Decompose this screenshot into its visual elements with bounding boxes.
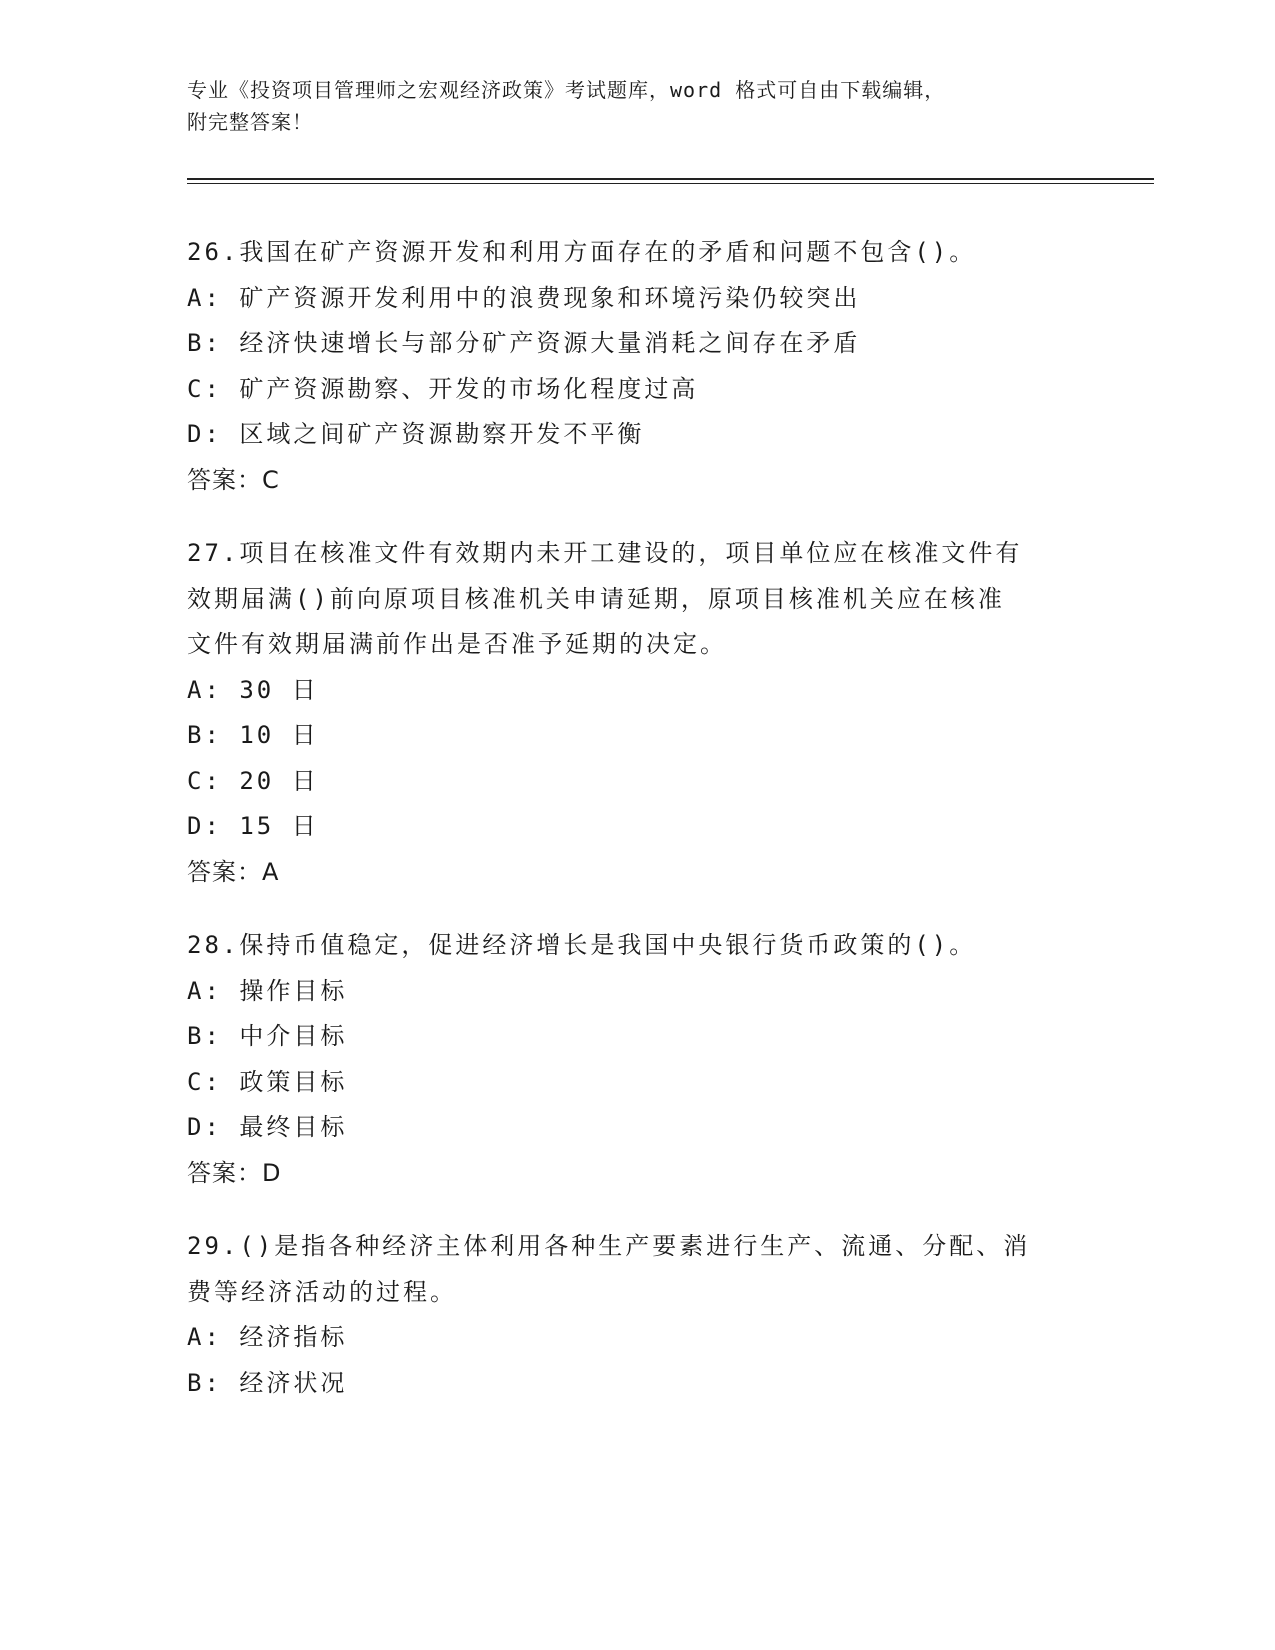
document-header: [187, 74, 1067, 138]
option-d: D: 区域之间矿产资源勘察开发不平衡: [187, 420, 645, 448]
question-list: [187, 230, 1087, 1434]
question-stem: 29.()是指各种经济主体利用各种生产要素进行生产、流通、分配、消: [187, 1232, 1031, 1260]
option-a: A: 30 日: [187, 675, 319, 704]
header-line-1: 专业《投资项目管理师之宏观经济政策》考试题库，word 格式可自由下载编辑，: [187, 78, 946, 102]
option-c: C: 20 日: [187, 766, 319, 795]
option-b: B: 10 日: [187, 721, 319, 749]
option-a: A: 经济指标: [187, 1323, 348, 1351]
header-line-2: 附完整答案！: [187, 110, 313, 134]
question-27: [187, 531, 1087, 895]
option-a: A: 操作目标: [187, 976, 348, 1005]
question-stem: 26.我国在矿产资源开发和利用方面存在的矛盾和问题不包含()。: [187, 238, 977, 266]
option-a: A: 矿产资源开发利用中的浪费现象和环境污染仍较突出: [187, 283, 861, 312]
option-b: B: 经济状况: [187, 1368, 348, 1397]
question-29: [187, 1224, 1087, 1406]
question-stem: 费等经济活动的过程。: [187, 1277, 457, 1306]
question-stem: 28.保持币值稳定，促进经济增长是我国中央银行货币政策的()。: [187, 931, 977, 959]
header-divider-thin: [187, 183, 1154, 184]
question-26: [187, 230, 1087, 503]
option-d: D: 15 日: [187, 812, 319, 840]
question-stem: 文件有效期届满前作出是否准予延期的决定。: [187, 630, 727, 658]
option-b: B: 经济快速增长与部分矿产资源大量消耗之间存在矛盾: [187, 329, 861, 357]
answer: 答案：C: [187, 465, 280, 494]
header-divider-thick: [187, 178, 1154, 180]
option-c: C: 矿产资源勘察、开发的市场化程度过高: [187, 374, 699, 403]
question-stem: 效期届满()前向原项目核准机关申请延期，原项目核准机关应在核准: [187, 584, 1005, 613]
answer: 答案：A: [187, 857, 280, 886]
option-d: D: 最终目标: [187, 1113, 348, 1141]
question-28: [187, 923, 1087, 1196]
option-b: B: 中介目标: [187, 1022, 348, 1050]
option-c: C: 政策目标: [187, 1067, 348, 1096]
question-stem: 27.项目在核准文件有效期内未开工建设的，项目单位应在核准文件有: [187, 539, 1023, 567]
answer: 答案：D: [187, 1158, 282, 1187]
